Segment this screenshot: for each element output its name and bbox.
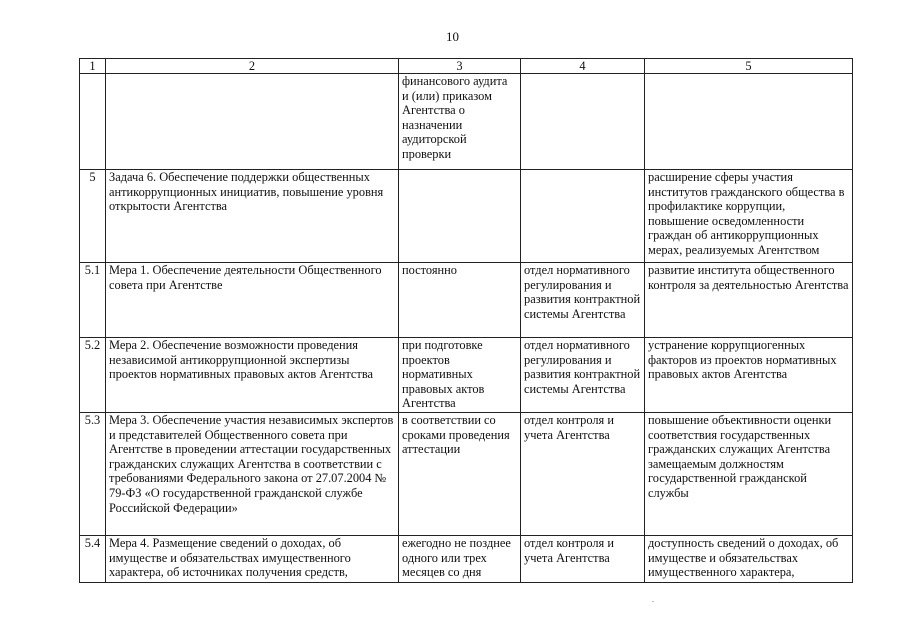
measure-cell: Мера 4. Размещение сведений о доходах, об имуществе и обязательствах имущественного характера, об источниках получения средств, bbox=[106, 536, 399, 583]
column-number-row bbox=[80, 59, 853, 74]
responsible-cell bbox=[521, 170, 645, 263]
deadline-cell: ежегодно не позднее одного или трех месяцев со дня bbox=[399, 536, 521, 583]
measure-cell: Задача 6. Обеспечение поддержки общественных антикоррупционных инициатив, повышение уровня открытости Агентства bbox=[106, 170, 399, 263]
table-row bbox=[80, 536, 853, 583]
responsible-cell bbox=[521, 74, 645, 170]
deadline-cell: постоянно bbox=[399, 263, 521, 338]
row-number: 5.3 bbox=[80, 413, 106, 536]
table-row bbox=[80, 413, 853, 536]
scan-speck bbox=[652, 601, 654, 602]
measure-cell bbox=[106, 74, 399, 170]
result-cell: развитие института общественного контроля за деятельностью Агентства bbox=[645, 263, 853, 338]
deadline-cell: финансового аудита и (или) приказом Агентства о назначении аудиторской проверки bbox=[399, 74, 521, 170]
row-number: 5 bbox=[80, 170, 106, 263]
table-row bbox=[80, 338, 853, 413]
column-header: 3 bbox=[399, 59, 521, 74]
page-number: 10 bbox=[446, 29, 459, 44]
responsible-cell: отдел нормативного регулирования и развития контрактной системы Агентства bbox=[521, 338, 645, 413]
row-number bbox=[80, 74, 106, 170]
measure-cell: Мера 2. Обеспечение возможности проведения независимой антикоррупционной экспертизы проектов нормативных правовых актов Агентства bbox=[106, 338, 399, 413]
measure-cell: Мера 1. Обеспечение деятельности Общественного совета при Агентстве bbox=[106, 263, 399, 338]
column-header: 2 bbox=[106, 59, 399, 74]
responsible-cell: отдел контроля и учета Агентства bbox=[521, 536, 645, 583]
measure-cell: Мера 3. Обеспечение участия независимых экспертов и представителей Общественного совета при Агентстве в проведении аттестации государственных гражданских служащих Агентства в соответствии с требованиями Федерального закона от 27.07.2004 № 79-ФЗ «О государственной гражданской службе Российской Федерации» bbox=[106, 413, 399, 536]
column-header: 1 bbox=[80, 59, 106, 74]
row-number: 5.2 bbox=[80, 338, 106, 413]
result-cell bbox=[645, 74, 853, 170]
deadline-cell: при подготовке проектов нормативных правовых актов Агентства bbox=[399, 338, 521, 413]
row-number: 5.4 bbox=[80, 536, 106, 583]
column-header: 5 bbox=[645, 59, 853, 74]
deadline-cell bbox=[399, 170, 521, 263]
measures-table bbox=[79, 58, 853, 583]
table-row bbox=[80, 74, 853, 170]
result-cell: расширение сферы участия институтов гражданского общества в профилактике коррупции, повышение осведомленности граждан об антикоррупционных мерах, реализуемых Агентством bbox=[645, 170, 853, 263]
result-cell: устранение коррупциогенных факторов из проектов нормативных правовых актов Агентства bbox=[645, 338, 853, 413]
deadline-cell: в соответствии со сроками проведения аттестации bbox=[399, 413, 521, 536]
responsible-cell: отдел нормативного регулирования и развития контрактной системы Агентства bbox=[521, 263, 645, 338]
result-cell: повышение объективности оценки соответствия государственных гражданских служащих Агентства замещаемым должностям государственной гражданской службы bbox=[645, 413, 853, 536]
column-header: 4 bbox=[521, 59, 645, 74]
table-row bbox=[80, 263, 853, 338]
table-row bbox=[80, 170, 853, 263]
responsible-cell: отдел контроля и учета Агентства bbox=[521, 413, 645, 536]
result-cell: доступность сведений о доходах, об имуществе и обязательствах имущественного характера, bbox=[645, 536, 853, 583]
row-number: 5.1 bbox=[80, 263, 106, 338]
